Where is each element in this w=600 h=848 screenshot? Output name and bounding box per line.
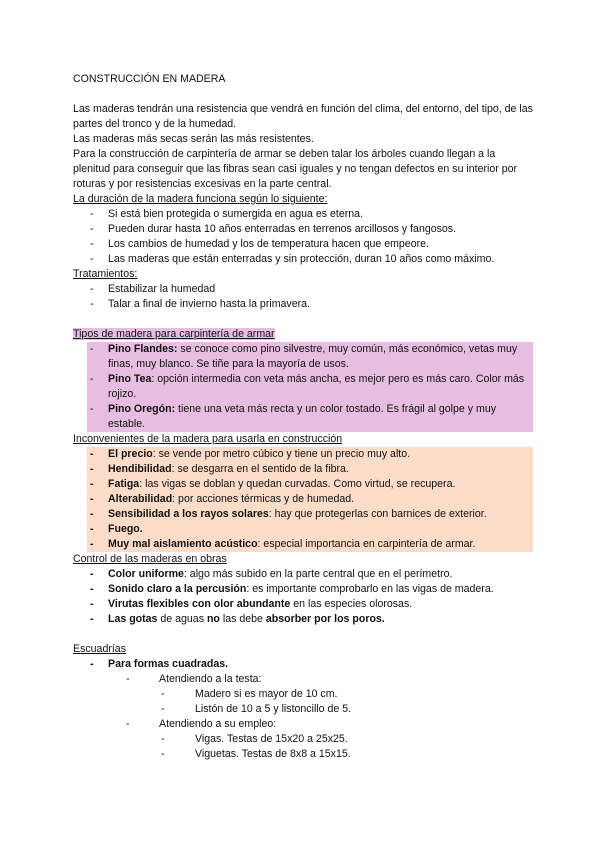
inconvenientes-heading: Inconvenientes de la madera para usarla en construcción [73,433,343,445]
control-list [73,567,533,627]
list-item: - Muy mal aislamiento acústico: especial importancia en carpintería de armar. [87,537,527,552]
list-item: - Pino Tea: opción intermedia con veta más ancha, es mejor pero es más caro. Color más rojizo. [87,372,527,402]
list-item: - Madero si es mayor de 10 cm. [73,687,533,702]
escuadrias-list [73,657,533,762]
list-item: - Alterabilidad: por acciones térmicas y de humedad. [87,492,527,507]
list-item: - El precio: se vende por metro cúbico y tiene un precio muy alto. [87,447,527,462]
document-page [73,72,533,762]
list-item: - Estabilizar la humedad [73,282,533,297]
document-title: CONSTRUCCIÓN EN MADERA [73,73,226,85]
list-item: - Para formas cuadradas. [73,657,533,672]
intro-paragraph-2: Las maderas más secas serán las más resistentes. [73,133,314,145]
tratamientos-list [73,282,533,312]
list-item: - Vigas. Testas de 15x20 a 25x25. [73,732,533,747]
intro-paragraph-3: Para la construcción de carpintería de armar se deben talar los árboles cuando llegan a la plenitud para conseguir que las fibras sean casi iguales y no tengan defectos en su interior por roturas y por resistencias excesivas en la parte central. [73,148,518,190]
list-item: - Las gotas de aguas no las debe absorber por los poros. [73,612,533,627]
list-item: - Fatiga: las vigas se doblan y quedan curvadas. Como virtud, se recupera. [87,477,527,492]
tipos-list [87,342,533,432]
escuadrias-heading: Escuadrías [73,643,126,655]
list-item: - Hendibilidad: se desgarra en el sentido de la fibra. [87,462,527,477]
list-item: - Listón de 10 a 5 y listoncillo de 5. [73,702,533,717]
list-item: - Pino Oregón: tiene una veta más recta y un color tostado. Es frágil al golpe y muy estable. [87,402,527,432]
list-item: - Color uniforme: algo más subido en la parte central que en el perímetro. [73,567,533,582]
duracion-list [73,207,533,267]
tratamientos-heading: Tratamientos: [73,268,138,280]
list-item: - Fuego. [87,522,527,537]
intro-paragraph-1: Las maderas tendrán una resistencia que vendrá en función del clima, del entorno, del tipo, de las partes del tronco y de la humedad. [73,103,533,130]
list-item: - Si está bien protegida o sumergida en agua es eterna. [73,207,533,222]
list-item: - Pueden durar hasta 10 años enterradas en terrenos arcillosos y fangosos. [73,222,533,237]
list-item: - Pino Flandes: se conoce como pino silvestre, muy común, más económico, vetas muy finas, muy blanco. Se tiñe para la mayoría de usos. [87,342,527,372]
list-item: - Sensibilidad a los rayos solares: hay que protegerlas con barnices de exterior. [87,507,527,522]
list-item: - Talar a final de invierno hasta la primavera. [73,297,533,312]
list-item: - Sonido claro a la percusión: es importante comprobarlo en las vigas de madera. [73,582,533,597]
list-item: - Atendiendo a la testa: [73,672,533,687]
inconvenientes-list [87,447,533,552]
list-item: - Viguetas. Testas de 8x8 a 15x15. [73,747,533,762]
tipos-heading: Tipos de madera para carpintería de armar [73,328,275,340]
list-item: - Virutas flexibles con olor abundante en las especies olorosas. [73,597,533,612]
control-heading: Control de las maderas en obras [73,553,227,565]
list-item: - Las maderas que están enterradas y sin protección, duran 10 años como máximo. [73,252,533,267]
list-item: - Los cambios de humedad y los de temperatura hacen que empeore. [73,237,533,252]
list-item: - Atendiendo a su empleo: [73,717,533,732]
duracion-heading: La duración de la madera funciona según lo siguiente: [73,193,328,205]
